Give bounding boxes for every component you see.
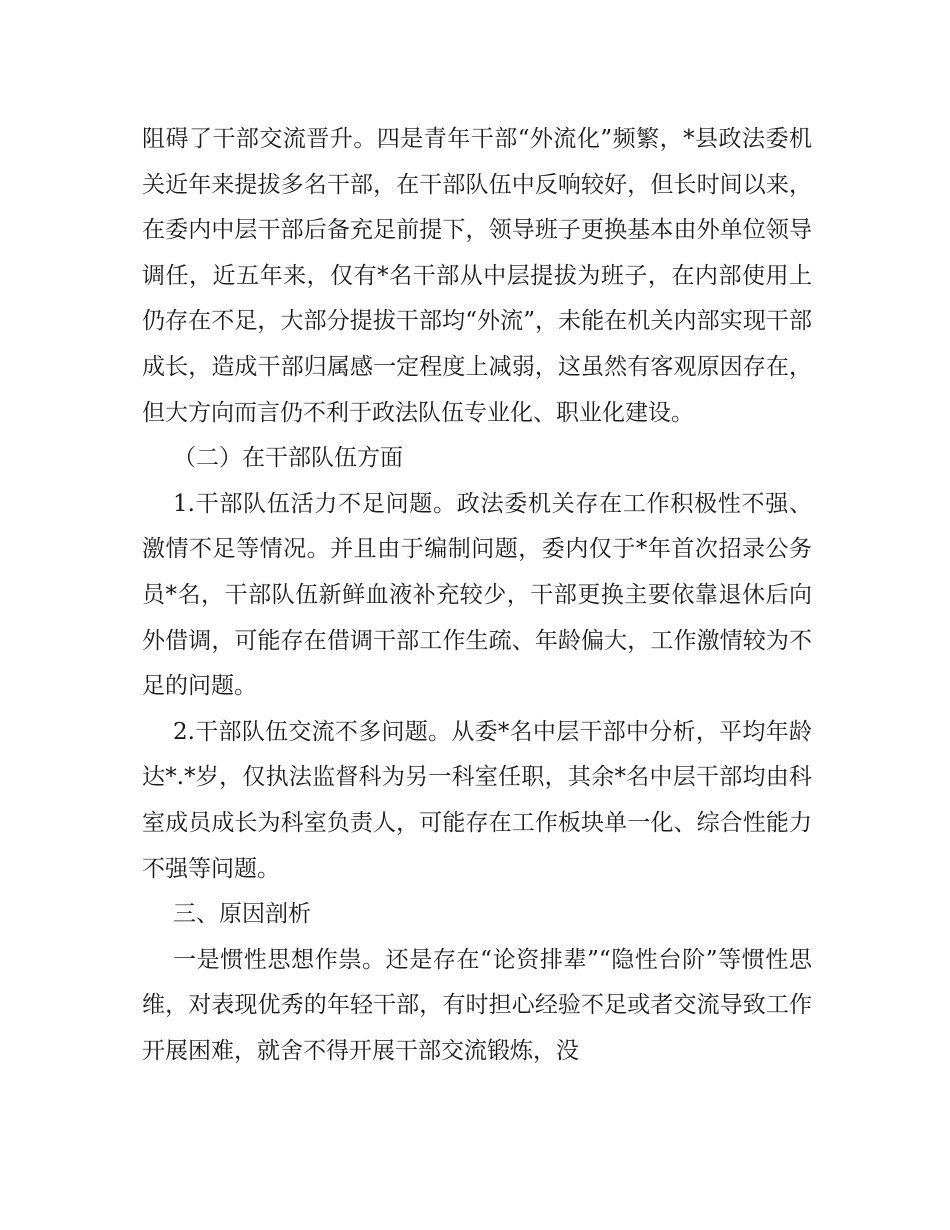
paragraph-vitality-issue: 1.干部队伍活力不足问题。政法委机关存在工作积极性不强、激情不足等情况。并且由于编制问题，委内仅于*年首次招录公务员*名，干部队伍新鲜血液补充较少，干部更换主要依靠退休后向外借调，可能存在借调干部工作生疏、年龄偏大，工作激情较为不足的问题。 bbox=[142, 490, 812, 700]
section-heading-cause-analysis: 三、原因剖析 bbox=[173, 901, 312, 928]
section-heading-cadre-team: （二）在干部队伍方面 bbox=[173, 445, 404, 472]
paragraph-continuation: 阻碍了干部交流晋升。四是青年干部“外流化”频繁，*县政法委机关近年来提拔多名干部，在干部队伍中反响较好，但长时间以来，在委内中层干部后备充足前提下，领导班子更换基本由外单位领导调任，近五年来，仅有*名干部从中层提拔为班子，在内部使用上仍存在不足，大部分提拔干部均“外流”，未能在机关内部实现干部成长，造成干部归属感一定程度上减弱，这虽然有客观原因存在，但大方向而言仍不利于政法队伍专业化、职业化建设。 bbox=[142, 126, 812, 426]
paragraph-inertia-thinking: 一是惯性思想作祟。还是存在“论资排辈”“隐性台阶”等惯性思维，对表现优秀的年轻干部，有时担心经验不足或者交流导致工作开展困难，就舍不得开展干部交流锻炼，没 bbox=[142, 946, 812, 1064]
paragraph-exchange-issue: 2.干部队伍交流不多问题。从委*名中层干部中分析，平均年龄达*.*岁，仅执法监督科为另一科室任职，其余*名中层干部均由科室成员成长为科室负责人，可能存在工作板块单一化、综合性能力不强等问题。 bbox=[142, 718, 812, 882]
document-body bbox=[142, 117, 812, 1074]
